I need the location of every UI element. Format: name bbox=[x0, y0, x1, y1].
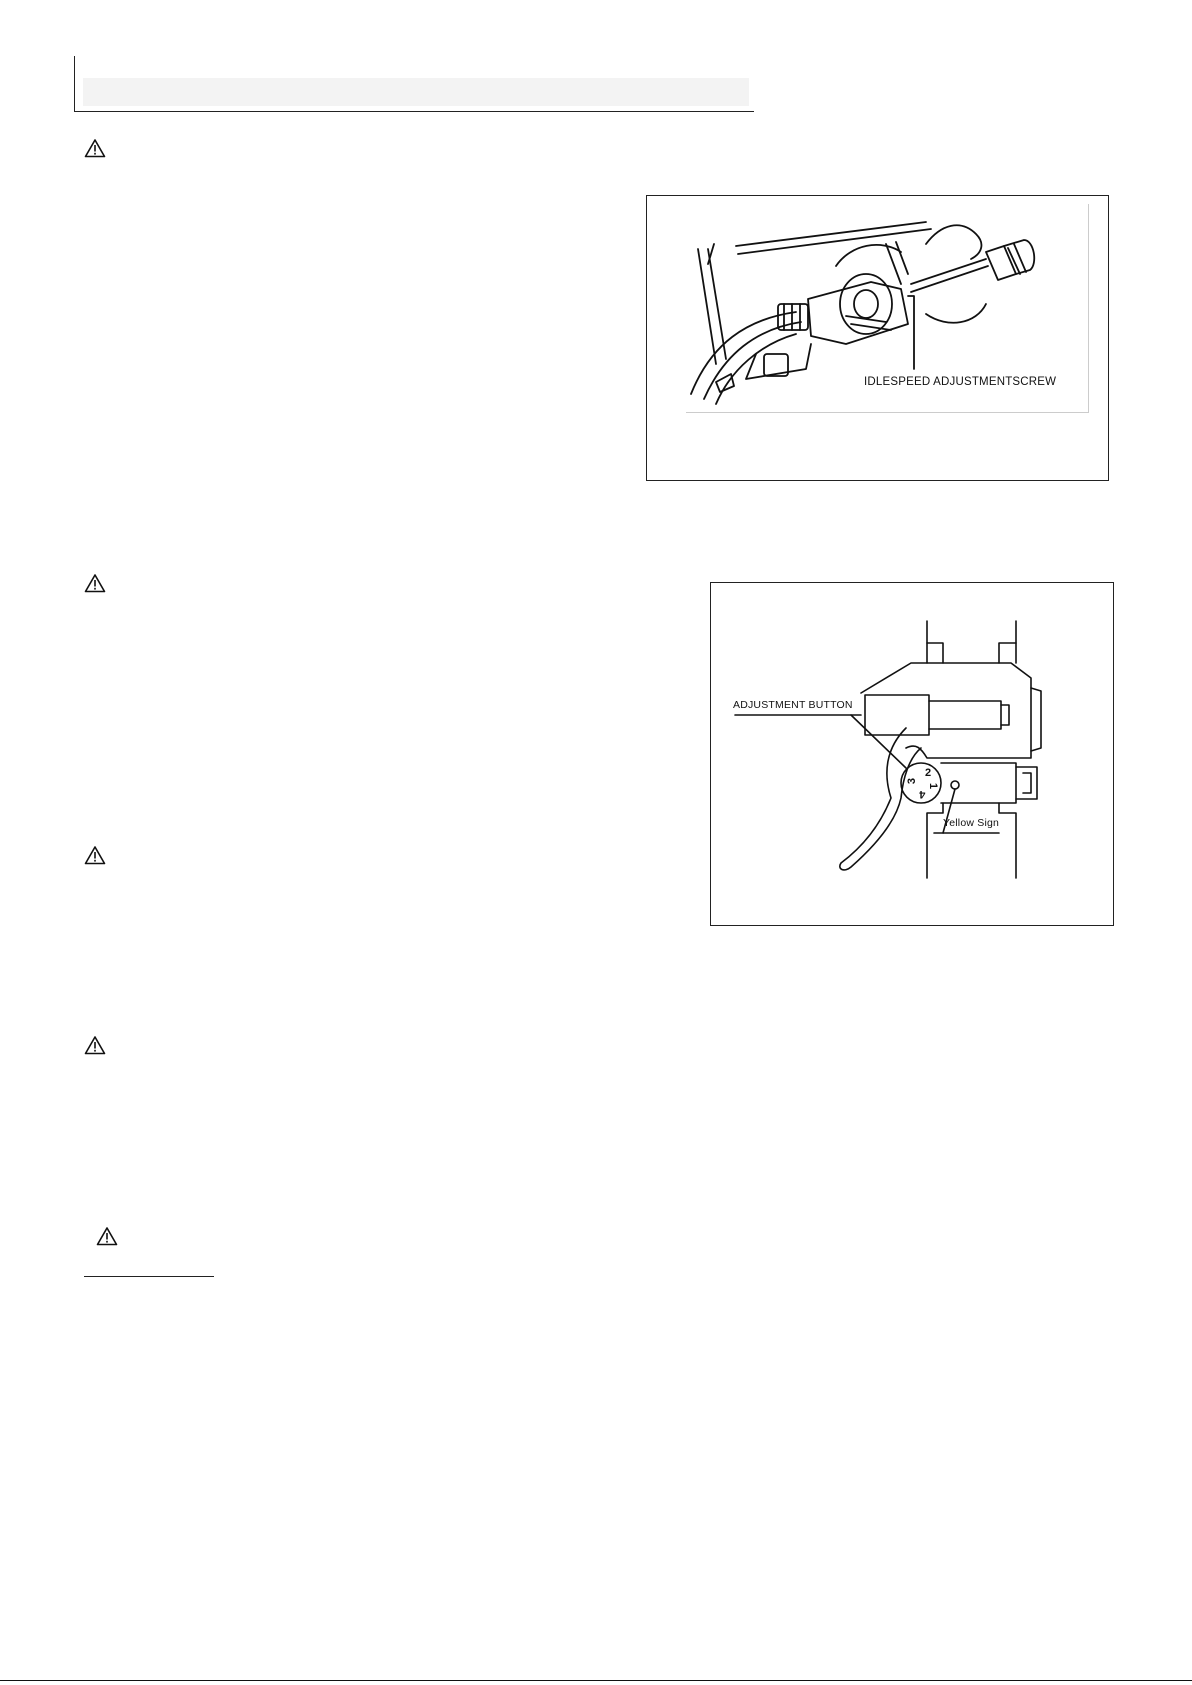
dial-number-1: 1 bbox=[927, 782, 940, 790]
section-underline bbox=[84, 1276, 214, 1277]
header-title-band bbox=[83, 78, 749, 106]
page-footer-rule bbox=[0, 1680, 1192, 1681]
warning-triangle-icon bbox=[84, 573, 106, 593]
lever-adjustment-drawing bbox=[711, 583, 1115, 927]
warning-triangle-icon bbox=[84, 138, 106, 158]
warning-triangle-icon bbox=[96, 1226, 118, 1246]
dial-number-3: 3 bbox=[906, 777, 919, 785]
figure-lever-adjustment bbox=[710, 582, 1114, 926]
figure-idle-speed-screw bbox=[646, 195, 1109, 481]
yellow-sign-callout: Yellow Sign bbox=[943, 817, 1000, 829]
dial-number-4: 4 bbox=[919, 788, 926, 800]
idle-speed-screw-callout: IDLESPEED ADJUSTMENTSCREW bbox=[864, 376, 1057, 388]
dial-number-2: 2 bbox=[925, 767, 932, 779]
page-header bbox=[74, 56, 754, 112]
figure-idle-speed-illustration bbox=[686, 204, 1089, 413]
warning-triangle-icon bbox=[84, 1035, 106, 1055]
warning-triangle-icon bbox=[84, 845, 106, 865]
adjustment-button-callout: ADJUSTMENT BUTTON bbox=[733, 699, 853, 711]
